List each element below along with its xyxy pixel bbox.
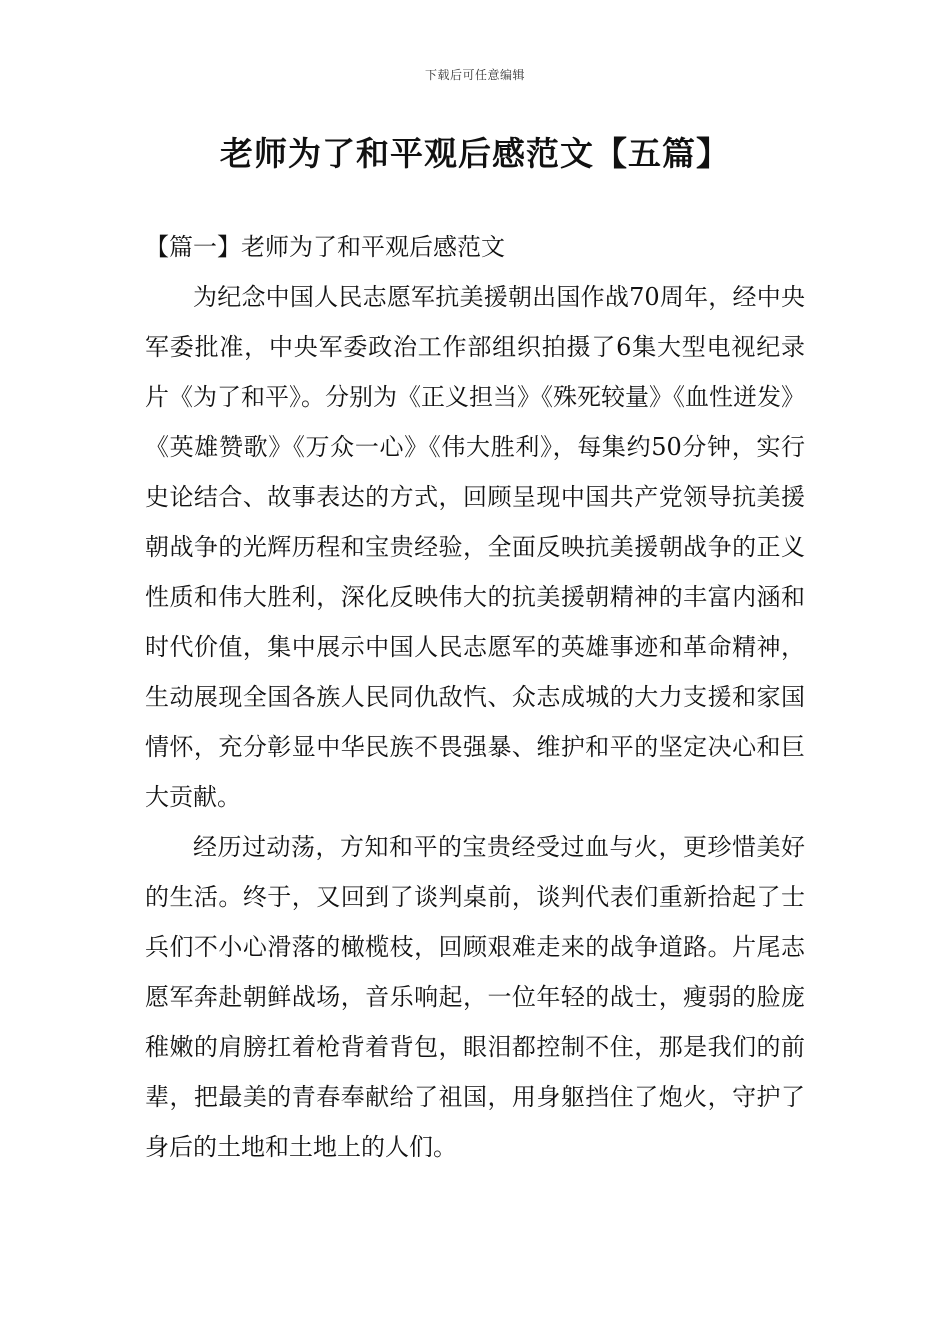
paragraph-1: 为纪念中国人民志愿军抗美援朝出国作战70周年，经中央军委批准，中央军委政治工作部组织拍摄了6集大型电视纪录片《为了和平》。分别为《正义担当》《殊死较量》《血性迸发》《英雄赞歌》《万众一心》《伟大胜利》，每集约50分钟，实行史论结合、故事表达的方式，回顾呈现中国共产党领导抗美援朝战争的光辉历程和宝贵经验，全面反映抗美援朝战争的正义性质和伟大胜利，深化反映伟大的抗美援朝精神的丰富内涵和时代价值，集中展示中国人民志愿军的英雄事迹和革命精神，生动展现全国各族人民同仇敌忾、众志成城的大力支援和家国情怀，充分彰显中华民族不畏强暴、维护和平的坚定决心和巨大贡献。 [145, 283, 805, 811]
header-note: 下载后可任意编辑 [424, 68, 525, 82]
document-title: 老师为了和平观后感范文【五篇】 [220, 134, 730, 173]
document-body [145, 222, 805, 1172]
paragraph-2: 经历过动荡，方知和平的宝贵经受过血与火，更珍惜美好的生活。终于，又回到了谈判桌前，谈判代表们重新拾起了士兵们不小心滑落的橄榄枝，回顾艰难走来的战争道路。片尾志愿军奔赴朝鲜战场，音乐响起，一位年轻的战士，瘦弱的脸庞稚嫩的肩膀扛着枪背着背包，眼泪都控制不住，那是我们的前辈，把最美的青春奉献给了祖国，用身躯挡住了炮火，守护了身后的土地和土地上的人们。 [145, 833, 805, 1161]
section-heading: 【篇一】老师为了和平观后感范文 [145, 233, 505, 261]
